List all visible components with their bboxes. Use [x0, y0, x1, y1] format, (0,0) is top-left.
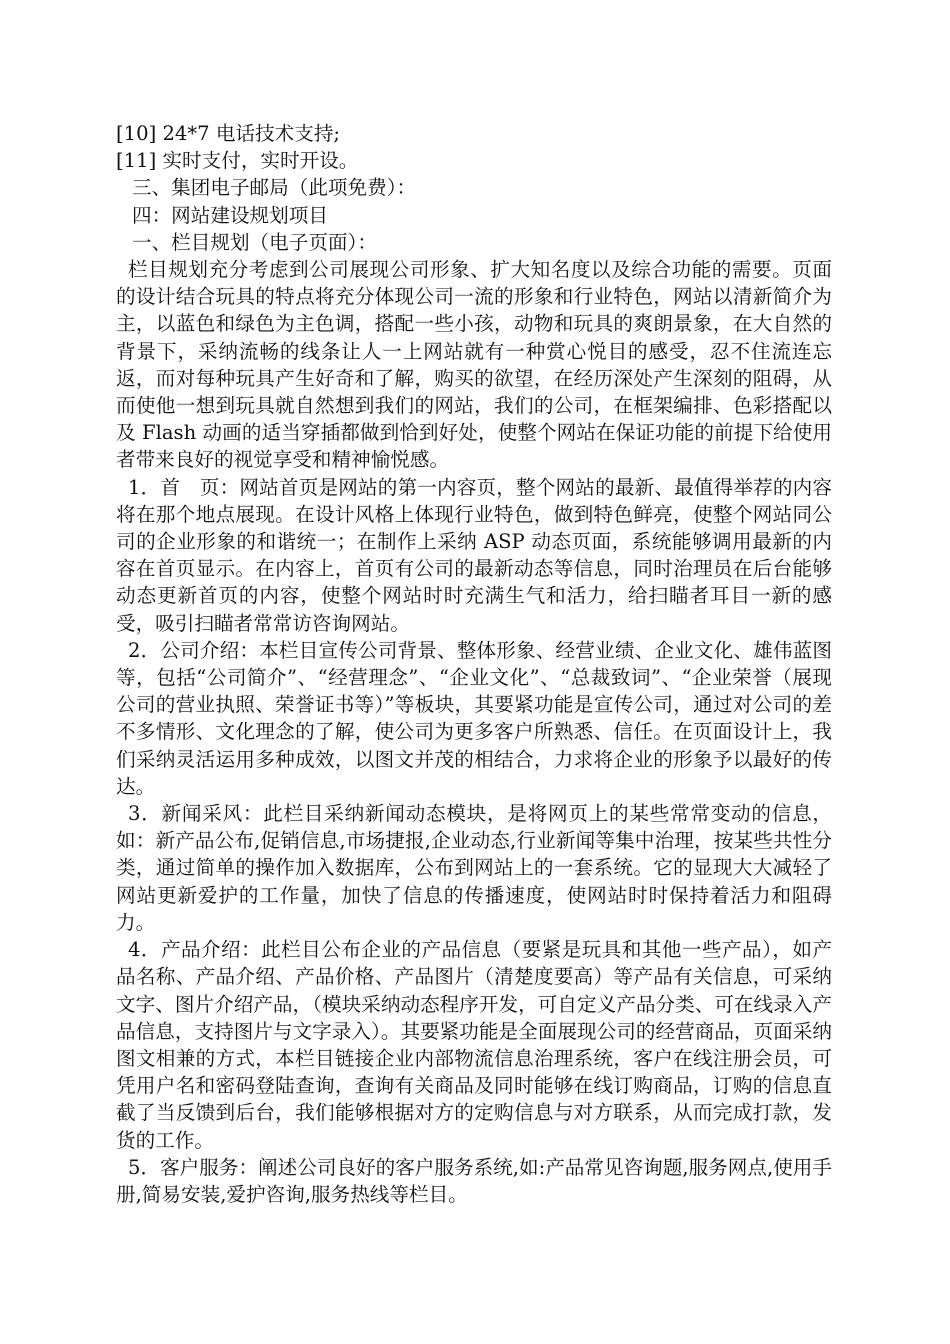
product-paragraph: 4．产品介绍：此栏目公布企业的产品信息（要紧是玩具和其他一些产品），如产品名称、产品介绍、产品价格、产品图片（清楚度要高）等产品有关信息，可采纳文字、图片介绍产品，（模块采纳动态程序开发，可自定义产品分类、可在线录入产品信息，支持图片与文字录入）。其要紧功能是全面展现公司的经营商品，页面采纳图文相兼的方式，本栏目链接企业内部物流信息治理系统，客户在线注册会员，可凭用户名和密码登陆查询，查询有关商品及同时能够在线订购商品，订购的信息直截了当反馈到后台，我们能够根据对方的定购信息与对方联系，从而完成打款，发货的工作。 — [116, 938, 832, 1152]
support-line: [10] 24*7 电话技术支持; — [116, 122, 341, 145]
section-heading-email: 三、集团电子邮局（此项免费）： — [132, 176, 417, 200]
company-intro-paragraph: 2．公司介绍：本栏目宣传公司背景、整体形象、经营业绩、企业文化、雄伟蓝图等，包括“公司简介”、“经营理念”、“企业文化”、“总裁致词”、“企业荣誉（展现公司的营业执照、荣誉证书等）”等板块，其要紧功能是宣传公司，通过对公司的差不多情形、文化理念的了解，使公司为更多客户所熟悉、信任。在页面设计上，我们采纳灵活运用多种成效，以图文并茂的相结合，力求将企业的形象予以最好的传达。 — [116, 638, 832, 798]
document-page — [116, 120, 832, 1208]
payment-line: [11] 实时支付，实时开设。 — [116, 149, 359, 173]
section-heading-columns: 一、栏目规划（电子页面）： — [132, 230, 377, 254]
news-paragraph: 3．新闻采风：此栏目采纳新闻动态模块，是将网页上的某些常常变动的信息，如：新产品公布,促销信息,市场捷报,企业动态,行业新闻等集中治理，按某些共性分类，通过简单的操作加入数据库，公布到网站上的一套系统。它的显现大大减轻了网站更新爱护的工作量，加快了信息的传播速度，使网站时时保持着活力和阻碍力。 — [116, 802, 832, 934]
customer-service-paragraph: 5．客户服务：阐述公司良好的客户服务系统,如:产品常见咨询题,服务网点,使用手册,简易安装,爱护咨询,服务热线等栏目。 — [116, 1155, 832, 1206]
section-heading-planning: 四：网站建设规划项目 — [132, 203, 328, 227]
homepage-paragraph: 1．首 页：网站首页是网站的第一内容页，整个网站的最新、最值得举荐的内容将在那个地点展现。在设计风格上体现行业特色，做到特色鲜亮，使整个网站同公司的企业形象的和谐统一；在制作上采纳 ASP 动态页面，系统能够调用最新的内容在首页显示。在内容上，首页有公司的最新动态等信息，同时治理员在后台能够动态更新首页的内容，使整个网站时时充满生气和活力，给扫瞄者耳目一新的感受，吸引扫瞄者常常访咨询网站。 — [116, 475, 832, 635]
intro-paragraph: 栏目规划充分考虑到公司展现公司形象、扩大知名度以及综合功能的需要。页面的设计结合玩具的特点将充分体现公司一流的形象和行业特色，网站以清新简介为主，以蓝色和绿色为主色调，搭配一些小孩，动物和玩具的爽朗景象，在大自然的背景下，采纳流畅的线条让人一上网站就有一种赏心悦目的感受，忍不住流连忘返，而对每种玩具产生好奇和了解，购买的欲望，在经历深处产生深刻的阻碍，从而使他一想到玩具就自然想到我们的网站，我们的公司，在框架编排、色彩搭配以及 Flash 动画的适当穿插都做到恰到好处，使整个网站在保证功能的前提下给使用者带来良好的视觉享受和精神愉悦感。 — [116, 258, 832, 472]
